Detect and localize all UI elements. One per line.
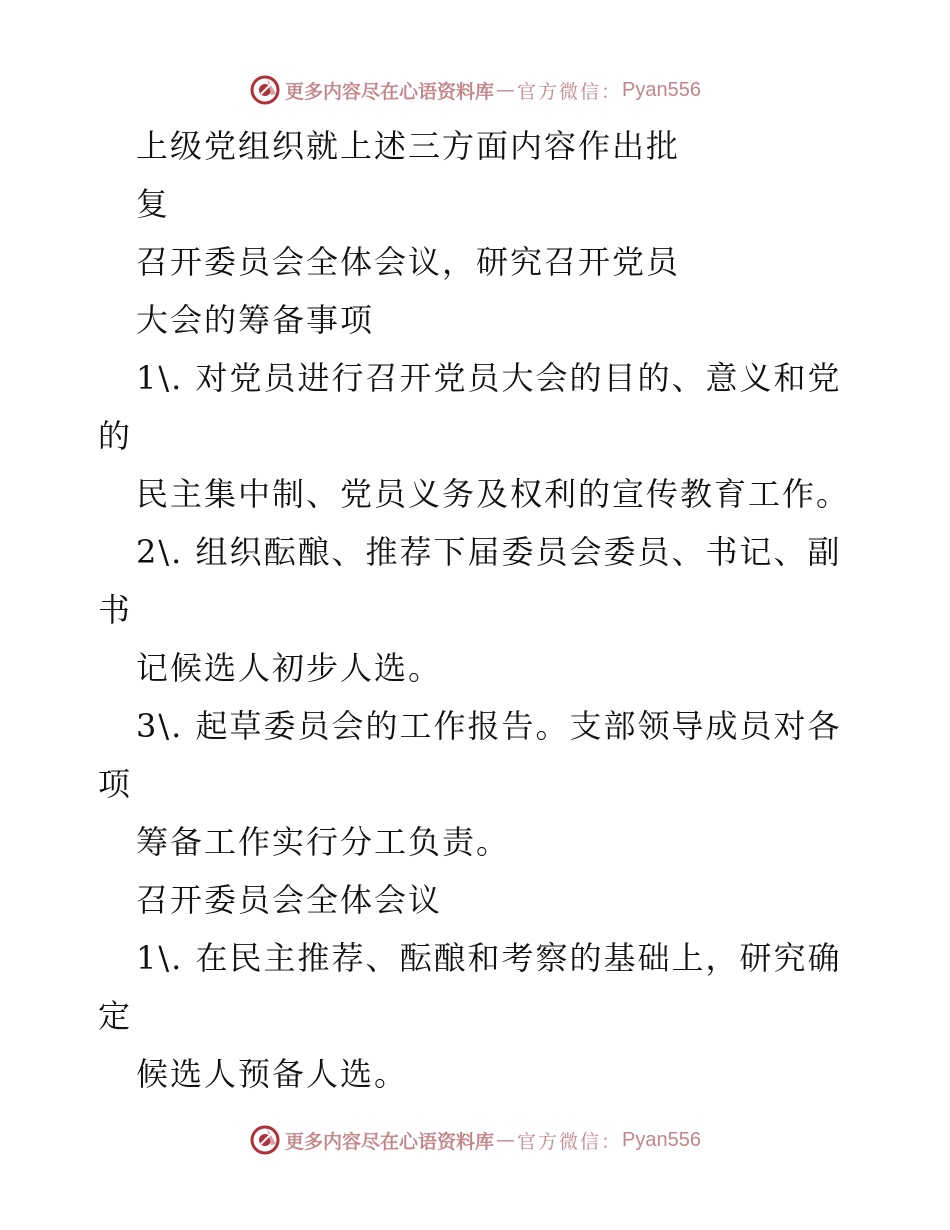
library-logo-icon (249, 74, 281, 106)
text-line: 民主集中制、党员义务及权利的宣传教育工作。 (136, 475, 851, 513)
header-watermark (0, 70, 950, 110)
text-line: 的 (98, 417, 133, 455)
watermark-text: 更多内容尽在心语资料库 (285, 80, 495, 103)
watermark-wechat-id: Pyan556 (622, 78, 701, 101)
watermark-dash: — (496, 79, 516, 101)
text-line: 书 (98, 591, 133, 629)
text-line: 3\. 起草委员会的工作报告。支部领导成员对各 (136, 707, 842, 745)
watermark-dash: — (496, 1129, 516, 1151)
text-line: 项 (98, 765, 133, 803)
text-line: 召开委员会全体会议 (136, 881, 443, 919)
text-line: 候选人预备人选。 (136, 1055, 409, 1093)
text-line: 记候选人初步人选。 (136, 649, 443, 687)
text-line: 定 (98, 997, 133, 1035)
library-logo-icon (249, 1124, 281, 1156)
text-line: 筹备工作实行分工负责。 (136, 823, 511, 861)
text-line: 复 (136, 185, 171, 223)
watermark-wechat-id: Pyan556 (622, 1128, 701, 1151)
text-line: 1\. 对党员进行召开党员大会的目的、意义和党 (136, 359, 842, 397)
text-line: 召开委员会全体会议，研究召开党员 (136, 243, 681, 281)
text-line: 上级党组织就上述三方面内容作出批 (136, 127, 681, 165)
watermark-text: 更多内容尽在心语资料库 (285, 1130, 495, 1153)
footer-watermark (0, 1120, 950, 1160)
watermark-wechat-label: 官方微信： (517, 80, 623, 103)
watermark-wechat-label: 官方微信： (517, 1130, 623, 1153)
text-line: 1\. 在民主推荐、酝酿和考察的基础上，研究确 (136, 939, 842, 977)
text-line: 大会的筹备事项 (136, 301, 375, 339)
text-line: 2\. 组织酝酿、推荐下届委员会委员、书记、副 (136, 533, 842, 571)
